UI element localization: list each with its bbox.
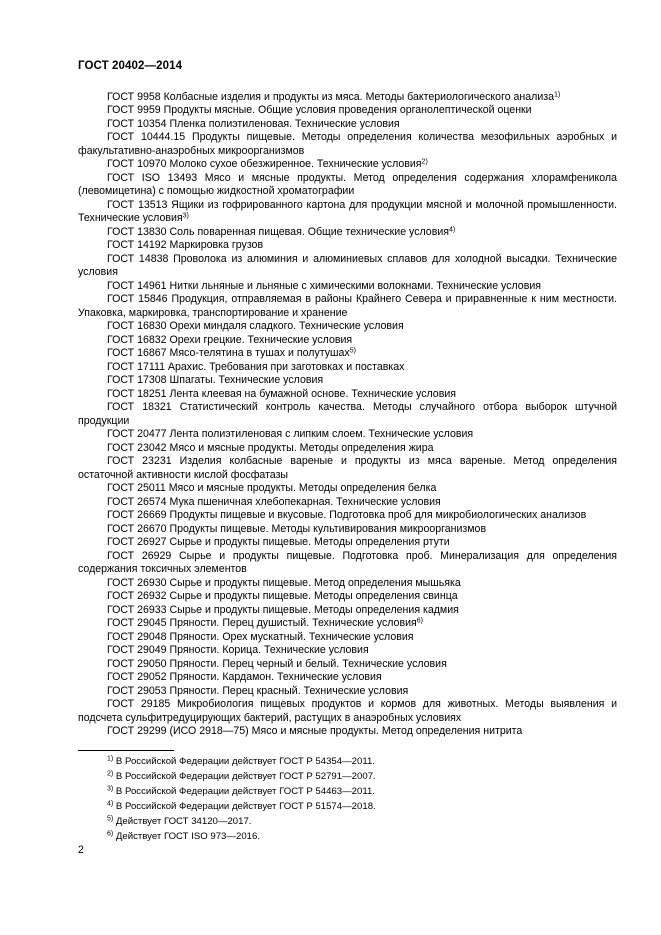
document-header: ГОСТ 20402—2014 (78, 60, 183, 72)
footnote-item (78, 799, 617, 814)
reference-item (78, 509, 617, 523)
reference-text: ГОСТ 13830 Соль поваренная пищевая. Общие технические условия (107, 225, 449, 238)
reference-item (78, 442, 617, 456)
reference-text: ГОСТ 10354 Пленка полиэтиленовая. Технические условия (107, 117, 400, 130)
reference-text: ГОСТ 17111 Арахис. Требования при заготовках и поставках (107, 360, 405, 373)
reference-text: ГОСТ 26929 Сырье и продукты пищевые. Подготовка проб. Минерализация для определения содержания токсичных элементов (78, 549, 617, 575)
reference-item (78, 536, 617, 550)
reference-text: ГОСТ 9959 Продукты мясные. Общие условия проведения органолептической оценки (107, 104, 532, 116)
reference-text: ГОСТ 29299 (ИСО 2918—75) Мясо и мясные продукты. Метод определения нитрита (107, 725, 523, 737)
reference-item (78, 401, 617, 428)
reference-item (78, 334, 617, 348)
footnote-mark: 2) (107, 770, 114, 778)
reference-item (78, 577, 617, 591)
reference-item (78, 631, 617, 645)
reference-item (78, 361, 617, 375)
reference-text: ГОСТ 15846 Продукция, отправляемая в районы Крайнего Севера и приравненные к ним местности. Упаковка, маркировка, транспортирование и хранение (78, 293, 617, 319)
reference-text: ГОСТ 29185 Микробиология пищевых продуктов и кормов для животных. Методы выявления и подсчета сульфитредуцирующих бактерий, растущих в анаэробных условиях (78, 698, 617, 724)
reference-item (78, 496, 617, 510)
footnote-marker: 3) (182, 212, 189, 220)
reference-text: ГОСТ 29048 Пряности. Орех мускатный. Технические условия (107, 630, 414, 643)
reference-text: ГОСТ 10970 Молоко сухое обезжиренное. Технические условия (107, 158, 422, 170)
reference-text: ГОСТ 23231 Изделия колбасные вареные и продукты из мяса вареные. Метод определения остаточной активности кислой фосфатазы (78, 455, 617, 481)
reference-item (78, 590, 617, 604)
reference-text: ГОСТ 26930 Сырье и продукты пищевые. Метод определения мышьяка (107, 576, 461, 589)
footnote-text: В Российской Федерации действует ГОСТ Р 54354—2011. (115, 756, 375, 767)
footnote-separator (78, 750, 174, 751)
footnote-text: В Российской Федерации действует ГОСТ Р 54463—2011. (115, 786, 375, 798)
footnote-text: Действует ГОСТ 34120—2017. (115, 816, 252, 828)
reference-text: ГОСТ 26669 Продукты пищевые и вкусовые. Подготовка проб для микробиологических анализов (107, 509, 587, 521)
footnote-item (78, 784, 617, 799)
reference-text: ГОСТ 26670 Продукты пищевые. Методы культивирования микроорганизмов (107, 522, 487, 535)
reference-text: ГОСТ 29045 Пряности. Перец душистый. Технические условия (107, 617, 417, 629)
footnotes-list (78, 754, 617, 845)
footnote-marker: 2) (421, 158, 428, 166)
footnote-text: В Российской Федерации действует ГОСТ Р 52791—2007. (115, 771, 376, 783)
reference-item (78, 604, 617, 618)
footnote-item (78, 814, 617, 829)
reference-text: ГОСТ 29050 Пряности. Перец черный и белый. Технические условия (107, 657, 447, 670)
reference-text: ГОСТ 14961 Нитки льняные и льняные с химическими волокнами. Технические условия (107, 279, 541, 292)
reference-text: ГОСТ 20477 Лента полиэтиленовая с липким слоем. Технические условия (107, 428, 474, 440)
normative-references-list (78, 91, 617, 739)
reference-item (78, 725, 617, 739)
footnote-text: В Российской Федерации действует ГОСТ Р 51574—2018. (115, 801, 376, 813)
footnote-marker: 1) (554, 91, 561, 98)
footnote-mark: 6) (107, 830, 114, 838)
footnote-marker: 4) (448, 226, 456, 233)
reference-text: ГОСТ 16830 Орехи миндаля сладкого. Технические условия (107, 320, 404, 332)
reference-text: ГОСТ 29053 Пряности. Перец красный. Технические условия (107, 684, 409, 697)
reference-item (78, 104, 617, 118)
reference-text: ГОСТ 16867 Мясо-телятина в тушах и полутушах (107, 347, 350, 359)
reference-text: ГОСТ 18251 Лента клеевая на бумажной основе. Технические условия (107, 387, 456, 400)
footnote-mark: 1) (107, 755, 114, 763)
reference-item (78, 658, 617, 672)
reference-text: ГОСТ 26574 Мука пшеничная хлебопекарная. Технические условия (107, 495, 441, 508)
reference-item (78, 671, 617, 685)
reference-item (78, 644, 617, 658)
reference-item (78, 698, 617, 725)
reference-text: ГОСТ 14838 Проволока из алюминия и алюминиевых сплавов для холодной высадки. Технические условия (78, 252, 617, 278)
reference-item (78, 239, 617, 253)
reference-text: ГОСТ 25011 Мясо и мясные продукты. Методы определения белка (107, 482, 437, 494)
footnote-mark: 4) (107, 800, 114, 808)
reference-item (78, 388, 617, 402)
reference-text: ГОСТ 17308 Шпагаты. Технические условия (107, 374, 324, 386)
reference-item (78, 320, 617, 334)
footnote-item (78, 754, 617, 769)
reference-item (78, 482, 617, 496)
footnote-item (78, 829, 617, 844)
reference-text: ГОСТ 26933 Сырье и продукты пищевые. Методы определения кадмия (107, 603, 459, 616)
reference-text: ГОСТ 26927 Сырье и продукты пищевые. Методы определения ртути (107, 536, 450, 548)
reference-item (78, 131, 617, 158)
reference-text: ГОСТ 16832 Орехи грецкие. Технические условия (107, 333, 353, 346)
reference-item (78, 523, 617, 537)
reference-text: ГОСТ 29049 Пряности. Корица. Технические условия (107, 644, 369, 656)
reference-item (78, 91, 617, 105)
footnote-marker: 5) (349, 347, 356, 355)
reference-item (78, 118, 617, 132)
reference-text: ГОСТ 26932 Сырье и продукты пищевые. Методы определения свинца (107, 590, 458, 602)
reference-text: ГОСТ 13513 Ящики из гофрированного картона для продукции мясной и молочной промышленности. Технические условия (78, 198, 617, 224)
reference-item (78, 428, 617, 442)
reference-item (78, 685, 617, 699)
reference-item (78, 226, 617, 240)
reference-text: ГОСТ ISO 13493 Мясо и мясные продукты. Метод определения содержания хлорамфеникола (левомицетина) с помощью жидкостной хроматографии (78, 171, 617, 197)
reference-text: ГОСТ 10444.15 Продукты пищевые. Методы определения количества мезофильных аэробных и факультативно-анаэробных микроорганизмов (78, 131, 617, 157)
reference-item (78, 374, 617, 388)
reference-text: ГОСТ 9958 Колбасные изделия и продукты из мяса. Методы бактериологического анализа (107, 90, 555, 103)
reference-item (78, 550, 617, 577)
reference-item (78, 158, 617, 172)
footnote-marker: 6) (416, 617, 423, 625)
reference-item (78, 617, 617, 631)
reference-item (78, 455, 617, 482)
footnote-mark: 5) (107, 815, 114, 823)
reference-text: ГОСТ 18321 Статистический контроль качества. Методы случайного отбора выборок штучной продукции (78, 401, 617, 427)
reference-text: ГОСТ 29052 Пряности. Кардамон. Технические условия (107, 671, 382, 683)
reference-item (78, 172, 617, 199)
reference-item (78, 280, 617, 294)
page-number: 2 (78, 844, 84, 856)
reference-item (78, 199, 617, 226)
reference-item (78, 253, 617, 280)
reference-item (78, 293, 617, 320)
footnote-item (78, 769, 617, 784)
reference-item (78, 347, 617, 361)
reference-text: ГОСТ 14192 Маркировка грузов (107, 239, 264, 251)
footnote-text: Действует ГОСТ ISO 973—2016. (115, 831, 260, 843)
reference-text: ГОСТ 23042 Мясо и мясные продукты. Методы определения жира (107, 441, 434, 454)
footnote-mark: 3) (107, 785, 114, 793)
